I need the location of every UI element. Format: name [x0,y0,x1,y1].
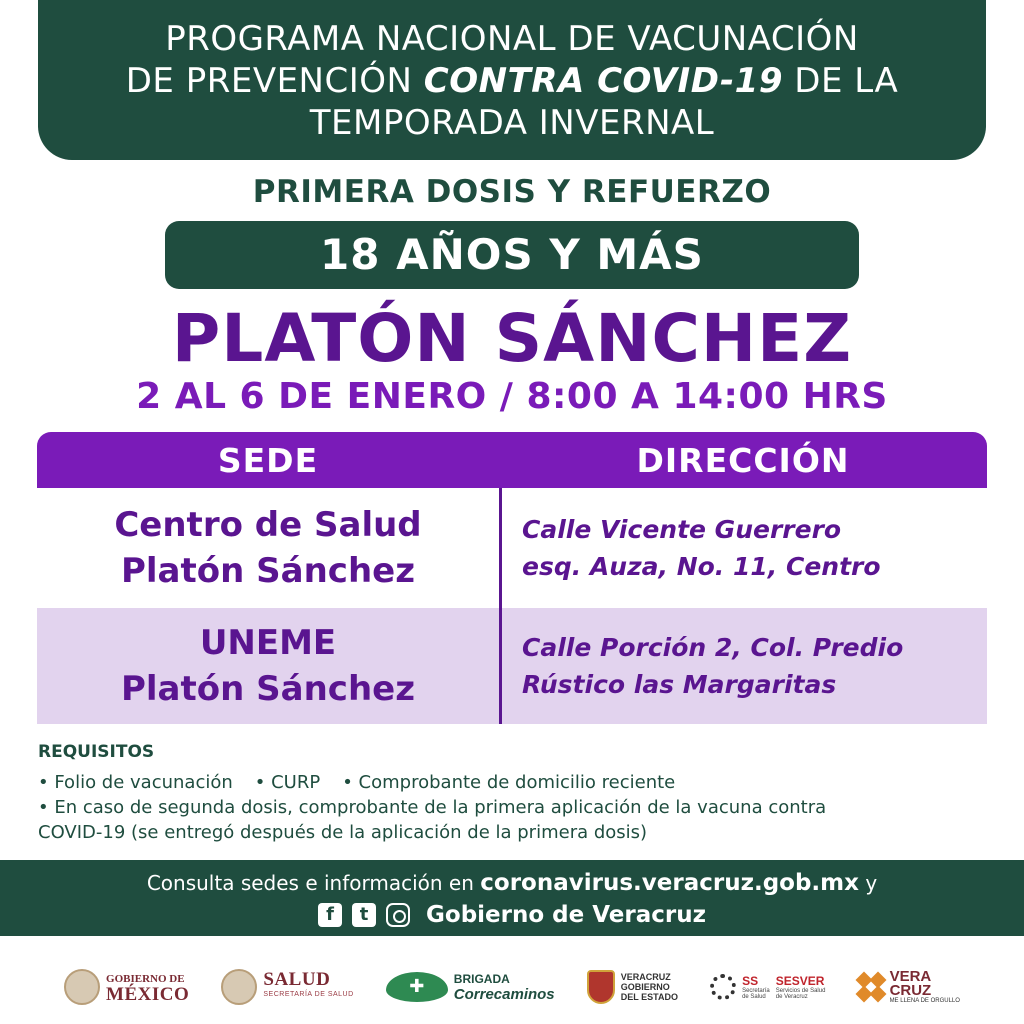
gobierno-mexico-logo: GOBIERNO DE MÉXICO [64,969,189,1005]
header-emphasis: CONTRA COVID-19 [423,61,783,101]
header-banner [38,0,986,160]
venue-address: Calle Porción 2, Col. Predio Rústico las Margaritas [499,608,987,724]
ss-sesver-logo: SS Secretaría de Salud SESVER Servicios de Salud de Veracruz [710,974,825,1000]
town-title: PLATÓN SÁNCHEZ [171,300,853,377]
facebook-icon[interactable]: f [318,903,342,927]
venues-table [37,432,987,724]
requirements [38,742,988,845]
header-line-3: TEMPORADA INVERNAL [309,103,715,143]
requirements-line-2: • En caso de segunda dosis, comprobante de la primera aplicación de la vacuna contra [38,797,827,818]
veracruz-gobierno-logo: VERACRUZ GOBIERNO DEL ESTADO [587,970,678,1004]
table-row [37,608,987,724]
ss-seal-icon [710,974,736,1000]
footer-social [0,902,1024,928]
date-time-range: 2 AL 6 DE ENERO / 8:00 A 14:00 HRS [136,376,888,417]
table-row [37,488,987,608]
salud-logo: SALUD SECRETARÍA DE SALUD [221,969,353,1005]
header-direccion: DIRECCIÓN [636,440,850,480]
logos-strip [0,950,1024,1024]
footer-info: Consulta sedes e información en coronavirus.veracruz.gob.mx y [146,870,878,896]
venue-name: UNEME Platón Sánchez [120,623,415,709]
twitter-icon[interactable]: t [352,903,376,927]
dose-subtitle: PRIMERA DOSIS Y REFUERZO [252,174,772,210]
header-sede: SEDE [217,440,319,480]
venue-name: Centro de Salud Platón Sánchez [114,505,422,591]
roadrunner-icon: ✚ [386,972,448,1002]
website-link[interactable]: coronavirus.veracruz.gob.mx [480,870,859,896]
requirements-title: REQUISITOS [38,742,155,762]
gobierno-veracruz-handle[interactable]: Gobierno de Veracruz [426,902,706,928]
veracruz-brand-logo: VERA CRUZ ME LLENA DE ORGULLO [858,970,960,1004]
table-header [37,432,987,488]
venue-address: Calle Vicente Guerrero esq. Auza, No. 11, Centro [499,488,987,608]
veracruz-shield-icon [587,970,615,1004]
header-line-2: DE PREVENCIÓN CONTRA COVID-19 DE LA [125,61,899,101]
age-badge: 18 AÑOS Y MÁS [165,221,859,289]
eagle-seal-icon [221,969,257,1005]
requirements-line-3: COVID-19 (se entregó después de la aplicación de la primera dosis) [38,822,648,843]
header-line-1: PROGRAMA NACIONAL DE VACUNACIÓN [165,19,859,59]
veracruz-flower-icon [858,974,884,1000]
footer-bar [0,860,1024,936]
brigada-correcaminos-logo: ✚ BRIGADA Correcaminos [386,972,555,1003]
requirements-line-1: • Folio de vacunación • CURP • Comprobante de domicilio reciente [38,772,676,793]
instagram-icon[interactable] [386,903,410,927]
eagle-seal-icon [64,969,100,1005]
